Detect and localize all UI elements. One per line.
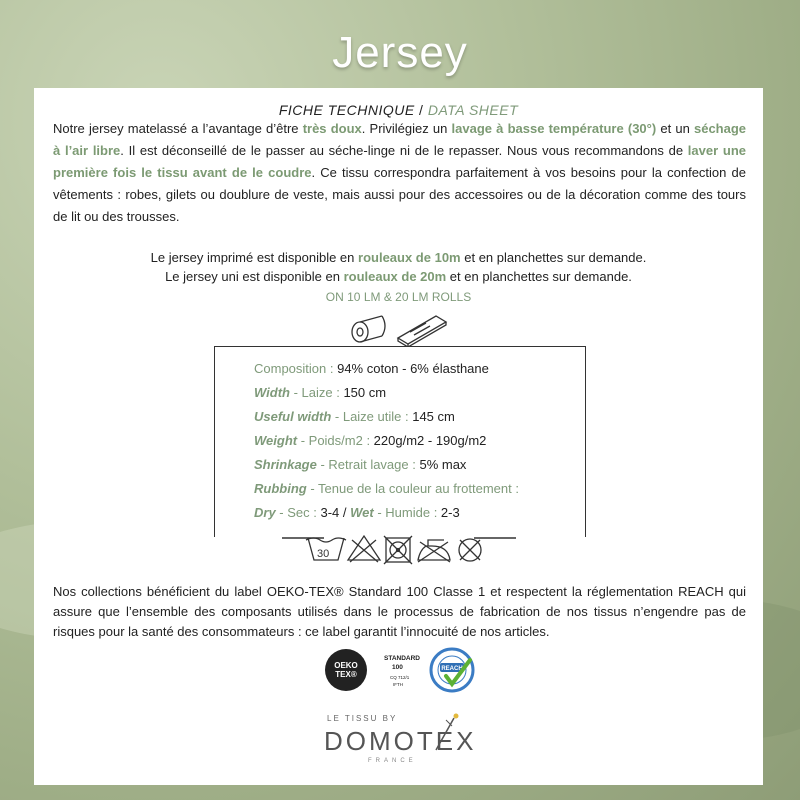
availability-text: Le jersey uni est disponible en bbox=[165, 269, 344, 284]
intro-paragraph bbox=[53, 118, 746, 228]
sheet-title-en: DATA SHEET bbox=[427, 102, 519, 118]
sheet-title-fr: FICHE TECHNIQUE bbox=[278, 102, 415, 118]
no-dry-clean-icon bbox=[459, 539, 481, 561]
intro-text: Notre jersey matelassé a l’avantage d’être bbox=[53, 121, 303, 136]
spec-label-fr: - Sec : bbox=[275, 505, 321, 520]
intro-text: et un bbox=[656, 121, 694, 136]
availability-text: et en planchettes sur demande. bbox=[446, 269, 632, 284]
spec-value: 145 cm bbox=[412, 409, 455, 424]
availability-text: et en planchettes sur demande. bbox=[460, 250, 647, 265]
spec-label-en: Wet bbox=[350, 505, 374, 520]
availability-plain bbox=[34, 267, 763, 287]
sheet-title bbox=[34, 102, 763, 118]
spec-label-en: Rubbing bbox=[254, 481, 307, 496]
no-tumble-dry-icon bbox=[384, 536, 412, 564]
standard-text: IFTH bbox=[393, 682, 403, 687]
spec-label-en: Width bbox=[254, 385, 290, 400]
spec-composition bbox=[254, 361, 489, 376]
standard-text: STANDARD bbox=[384, 655, 420, 662]
spec-value: 2-3 bbox=[440, 505, 460, 520]
standard-text: 100 bbox=[392, 664, 403, 671]
spec-rubbing bbox=[254, 481, 519, 496]
spec-label-fr: - Tenue de la couleur au frottement : bbox=[306, 481, 519, 496]
spec-label-fr: - Laize : bbox=[289, 385, 344, 400]
spec-shrinkage bbox=[254, 457, 466, 472]
spec-label-en: Shrinkage bbox=[254, 457, 317, 472]
availability-highlight: rouleaux de 20m bbox=[343, 269, 447, 284]
spec-label-fr: - Retrait lavage : bbox=[316, 457, 420, 472]
fabric-board-icon bbox=[398, 316, 446, 346]
brand-country: FRANCE bbox=[368, 758, 417, 764]
reach-logo-text: REACH bbox=[441, 666, 463, 672]
fabric-roll-icon bbox=[352, 316, 385, 342]
oeko-tex-logo bbox=[325, 649, 367, 691]
certification-paragraph: Nos collections bénéficient du label OEKO-TEX® Standard 100 Classe 1 et respectent la réglementation REACH qui assure que l’ensemble des composants utilisés dans le processus de fabrication de nos tissus n’engendre pas de risques pour la santé des consommateurs : ce label garantit l’innocuité de nos articles. bbox=[53, 584, 746, 639]
needle-icon bbox=[432, 712, 462, 752]
specifications-box bbox=[214, 346, 586, 537]
standard-text: CQ 712/1 bbox=[390, 675, 410, 680]
spec-separator: / bbox=[339, 505, 351, 520]
no-iron-icon bbox=[418, 540, 450, 562]
intro-highlight: laver une première fois le tissu avant de le coudre bbox=[53, 143, 746, 180]
intro-text: . Il est déconseillé de le passer au séche-linge ni de le repasser. Nous vous recommandons de bbox=[120, 143, 688, 158]
spec-label-fr: - Laize utile : bbox=[331, 409, 413, 424]
fabric-roll-icons bbox=[348, 310, 450, 346]
reach-logo bbox=[431, 649, 473, 691]
spec-value: 3-4 bbox=[320, 505, 340, 520]
brand-name: DOMOTEX bbox=[324, 726, 477, 756]
wash-temp: 30 bbox=[317, 548, 330, 560]
availability-highlight: rouleaux de 10m bbox=[358, 250, 461, 265]
data-sheet-card bbox=[34, 88, 763, 785]
availability-en: ON 10 LM & 20 LM ROLLS bbox=[325, 290, 472, 304]
spec-value: 94% coton - 6% élasthane bbox=[337, 361, 489, 376]
spec-dry-wet bbox=[254, 505, 460, 520]
brand-by: LE TISSU BY bbox=[327, 714, 398, 723]
intro-highlight: très doux bbox=[302, 121, 362, 136]
spec-value: 220g/m2 - 190g/m2 bbox=[373, 433, 487, 448]
sheet-title-separator: / bbox=[414, 102, 428, 118]
spec-label-fr: - Poids/m2 : bbox=[297, 433, 374, 448]
no-bleach-icon bbox=[348, 536, 380, 562]
spec-label: Composition : bbox=[254, 361, 338, 376]
spec-label-en: Useful width bbox=[254, 409, 332, 424]
spec-label-fr: - Humide : bbox=[373, 505, 441, 520]
availability-printed bbox=[34, 248, 763, 268]
spec-width bbox=[254, 385, 386, 400]
spec-value: 5% max bbox=[419, 457, 467, 472]
oeko-logo-text: TEX® bbox=[335, 670, 357, 679]
intro-highlight: séchage à l’air libre bbox=[53, 121, 747, 158]
page-title: Jersey bbox=[332, 28, 468, 77]
spec-useful-width bbox=[254, 409, 455, 424]
spec-value: 150 cm bbox=[343, 385, 387, 400]
availability-text: Le jersey imprimé est disponible en bbox=[150, 250, 359, 265]
intro-text: . Ce tissu correspondra parfaitement à vos besoins pour la confection de vêtements : robes, gilets ou doublure de veste, mais aussi pour des accessoires ou de la décoration comme des tours de lit ou des trousses. bbox=[53, 165, 746, 224]
certification-logos bbox=[324, 644, 484, 696]
intro-text: . Privilégiez un bbox=[361, 121, 452, 136]
spec-weight bbox=[254, 433, 486, 448]
intro-highlight: lavage à basse température (30°) bbox=[451, 121, 657, 136]
standard-100-text bbox=[384, 655, 420, 687]
wash-30-icon bbox=[306, 538, 346, 560]
oeko-logo-text: OEKO bbox=[334, 661, 358, 670]
domotex-brand-logo bbox=[324, 706, 477, 776]
spec-label-en: Weight bbox=[254, 433, 298, 448]
care-symbols bbox=[282, 528, 516, 568]
spec-label-en: Dry bbox=[254, 505, 276, 520]
